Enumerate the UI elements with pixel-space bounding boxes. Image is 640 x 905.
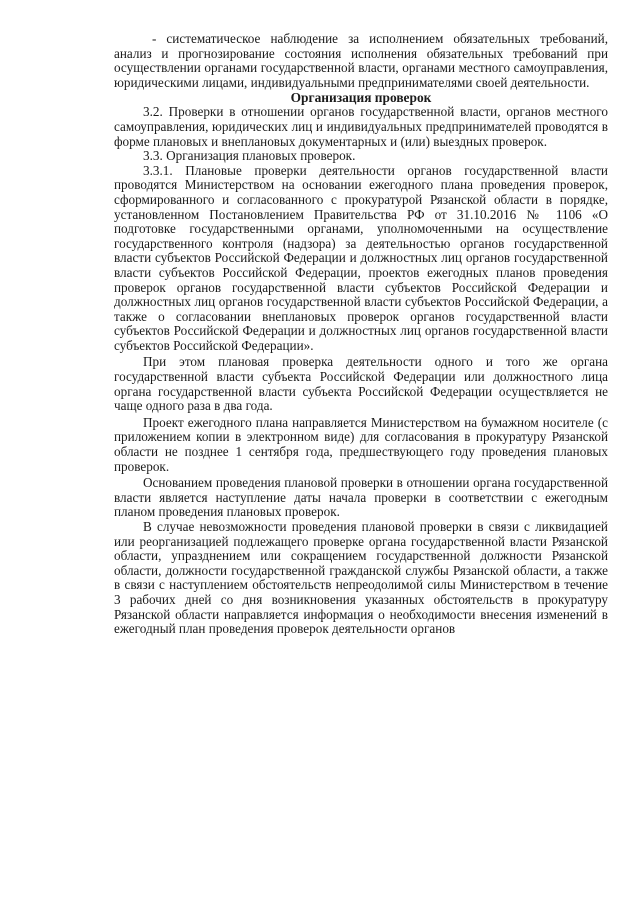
paragraph-impossible: В случае невозможности проведения плановой проверки в связи с ликвидацией или реорганизацией подлежащего проверке органа государственной власти Рязанской области, упразднением или сокращением государственной должности Рязанской области, должности государственной гражданской службы Рязанской области, а также в связи с наступлением обстоятельств непреодолимой силы Министерством в течение 3 рабочих дней со дня возникновения указанных обстоятельств в прокуратуру Рязанской области направляется информация о необходимости внесения изменений в ежегодный план проведения проверок деятельности органов [114, 519, 608, 637]
paragraph-3-3: 3.3. Организация плановых проверок. [143, 148, 356, 164]
paragraph-3-2: 3.2. Проверки в отношении органов государственной власти, органов местного самоуправления, юридических лиц и индивидуальных предпринимателей проводятся в форме плановых и внеплановых документарных и (или) выездных проверок. [114, 104, 608, 149]
paragraph-basis: Основанием проведения плановой проверки в отношении органа государственной власти является наступление даты начала проверки в соответствии с ежегодным планом проведения плановых проверок. [114, 475, 608, 520]
paragraph-monitoring: - систематическое наблюдение за исполнением обязательных требований, анализ и прогнозирование состояния исполнения обязательных требований при осуществлении органами государственной власти, органами местного самоуправления, юридическими лицами, индивидуальными предпринимателями своей деятельности. [114, 31, 608, 90]
paragraph-project: Проект ежегодного плана направляется Министерством на бумажном носителе (с приложением копии в электронном виде) для согласования в прокуратуру Рязанской области не позднее 1 сентября года, предшествующего году проведения плановых проверок. [114, 414, 608, 474]
section-heading: Организация проверок [290, 90, 432, 106]
paragraph-3-3-1: 3.3.1. Плановые проверки деятельности органов государственной власти проводятся Министерством на основании ежегодного плана проведения проверок, сформированного и согласованного с прокуратурой Рязанской области в порядке, установленном Постановлением Правительства РФ от 31.10.2016 № 1106 «О подготовке государственными органами, уполномоченными на осуществление государственного контроля (надзора) за деятельностью органов государственной власти субъектов Российской Федерации и должностных лиц органов государственной власти субъектов Российской Федерации, проектов ежегодных планов проведения проверок органов государственной власти субъектов Российской Федерации и должностных лиц органов государственной власти субъектов Российской Федерации, а также о согласовании внеплановых проверок органов государственной власти субъектов Российской Федерации и должностных лиц органов государственной власти субъектов Российской Федерации». [114, 162, 608, 353]
document-body [114, 32, 608, 637]
paragraph-frequency: При этом плановая проверка деятельности одного и того же органа государственной власти субъекта Российской Федерации или должностного лица органа государственной власти субъекта Российской Федерации осуществляется не чаще одного раза в два года. [114, 354, 608, 414]
